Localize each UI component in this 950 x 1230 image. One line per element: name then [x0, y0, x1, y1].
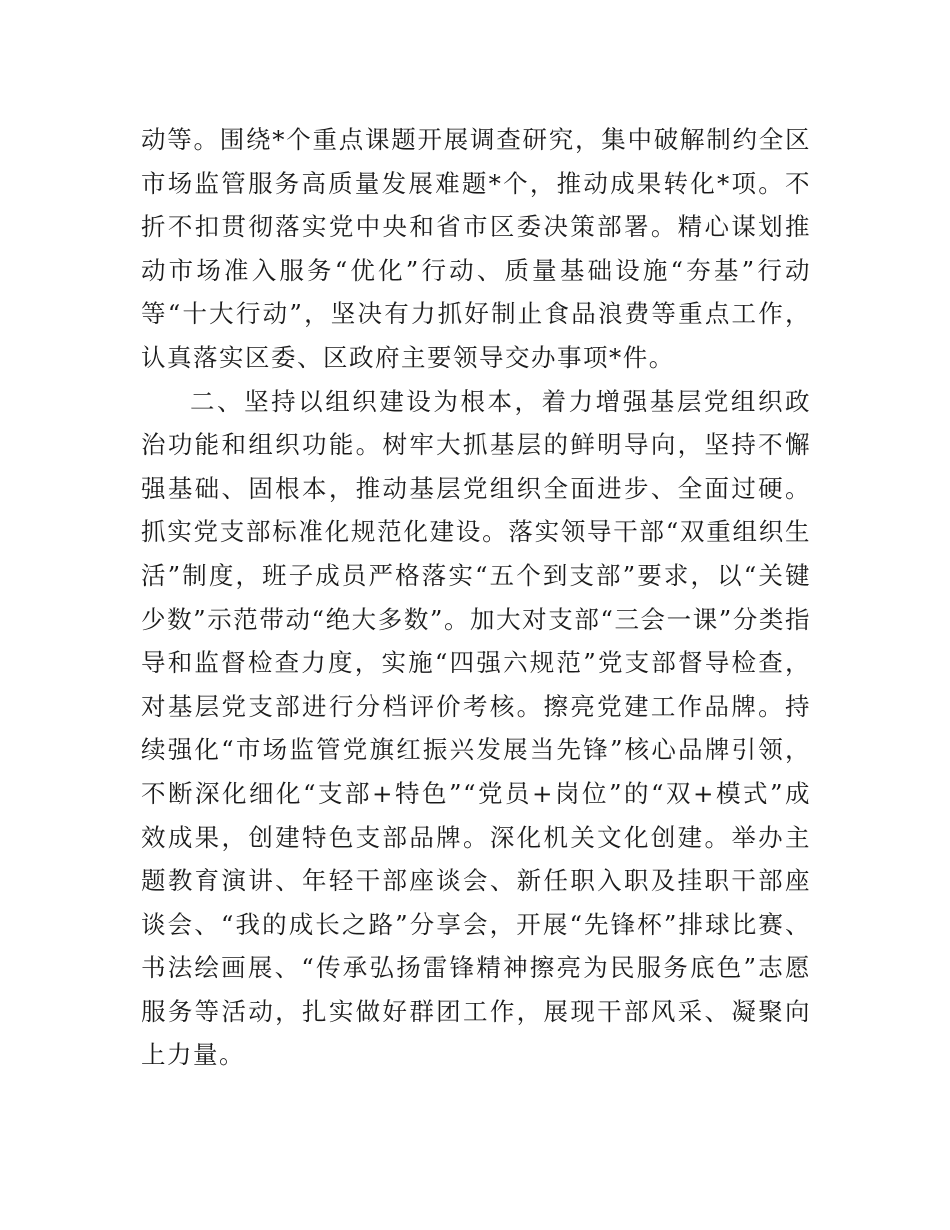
paragraph-continued: 动等。围绕*个重点课题开展调查研究，集中破解制约全区市场监管服务高质量发展难题*个，推动成果转化*项。不折不扣贯彻落实党中央和省市区委决策部署。精心谋划推动市场准入服务“优化”行动、质量基础设施“夯基”行动等“十大行动”，坚决有力抓好制止食品浪费等重点工作，认真落实区委、区政府主要领导交办事项*件。	[141, 125, 811, 372]
document-body	[141, 118, 811, 1077]
paragraph-section-two: 二、坚持以组织建设为根本，着力增强基层党组织政治功能和组织功能。树牢大抓基层的鲜明导向，坚持不懈强基础、固根本，推动基层党组织全面进步、全面过硬。抓实党支部标准化规范化建设。落实领导干部“双重组织生活”制度，班子成员严格落实“五个到支部”要求，以“关键少数”示范带动“绝大多数”。加大对支部“三会一课”分类指导和监督检查力度，实施“四强六规范”党支部督导检查，对基层党支部进行分档评价考核。擦亮党建工作品牌。持续强化“市场监管党旗红振兴发展当先锋”核心品牌引领，不断深化细化“支部+特色”“党员+岗位”的“双+模式”成效成果，创建特色支部品牌。深化机关文化创建。举办主题教育演讲、年轻干部座谈会、新任职入职及挂职干部座谈会、“我的成长之路”分享会，开展“先锋杯”排球比赛、书法绘画展、“传承弘扬雷锋精神擦亮为民服务底色”志愿服务等活动，扎实做好群团工作，展现干部风采、凝聚向上力量。	[141, 386, 811, 1070]
